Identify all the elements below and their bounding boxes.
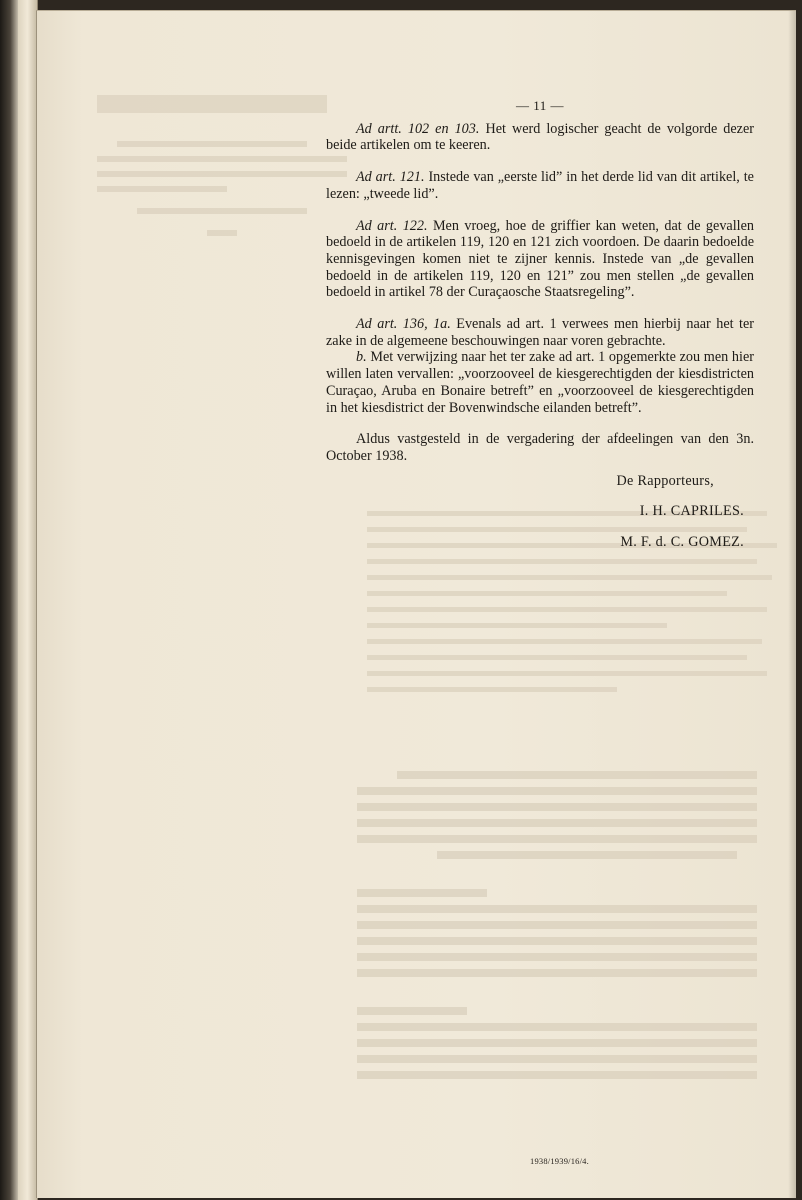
paragraph-ad-art-121 — [326, 169, 754, 202]
paragraph-ad-art-136 — [326, 316, 754, 349]
paragraph-ad-art-122 — [326, 218, 754, 302]
signature-block — [326, 473, 754, 551]
signatory-gomez: M. F. d. C. GOMEZ. — [620, 534, 744, 551]
rapporteurs-label: De Rapporteurs, — [616, 472, 714, 489]
show-through-header — [97, 141, 357, 245]
paragraph-text: Evenals ad art. 1 verwees men hierbij naar het ter zake in de algemeene beschouwingen naar voren gebrachte. — [326, 316, 754, 349]
page-edge-shadow — [788, 11, 796, 1199]
show-through-title — [97, 95, 327, 122]
signatory-capriles: I. H. CAPRILES. — [639, 503, 744, 520]
previous-page-edge — [18, 0, 38, 1200]
article-reference: Ad art. 122. — [356, 217, 428, 234]
paragraph-text: Met verwijzing naar het ter zake ad art. 1 opgemerkte zou men hier willen laten vervallen: „voorzooveel de kiesgerechtigden der kiesdistricten Curaçao, Aruba en Bonaire betreft” en „voorzooveel de kiesgerechtigden in het kiesdistrict der Bovenwindsche eilanden betreft”. — [326, 349, 754, 416]
page-number: — 11 — — [515, 98, 565, 113]
article-reference: Ad artt. 102 en 103. — [356, 120, 480, 137]
text-column — [326, 98, 754, 565]
closing-statement: Aldus vastgesteld in de vergadering der afdeelingen van den 3n. October 1938. — [326, 431, 754, 464]
article-reference: b. — [356, 349, 367, 366]
article-reference: Ad art. 136, 1a. — [356, 316, 451, 333]
show-through-tables — [357, 771, 777, 1087]
paragraph-text: Het werd logischer geacht de volgorde dezer beide artikelen om te keeren. — [326, 120, 755, 154]
article-reference: Ad art. 121. — [356, 169, 425, 186]
document-code: 1938/1939/16/4. — [530, 1156, 589, 1166]
paragraph-sub-b — [326, 349, 754, 416]
paragraph-ad-artt-102-103 — [326, 121, 754, 154]
paragraph-text: Instede van „eerste lid” in het derde lid van dit artikel, te lezen: „tweede lid”. — [326, 169, 754, 202]
paragraph-text: Men vroeg, hoe de griffier kan weten, dat de gevallen bedoeld in de artikelen 119, 120 en 121 zich voordoen. De daarin bedoelde kennisgevingen komen niet te zijner kennis. Instede van „de gevallen bedoeld in de artikelen 119, 120 en 121” zou men stellen „de gevallen bedoeld in artikel 78 der Curaçaosche Staatsregeling”. — [326, 217, 754, 301]
